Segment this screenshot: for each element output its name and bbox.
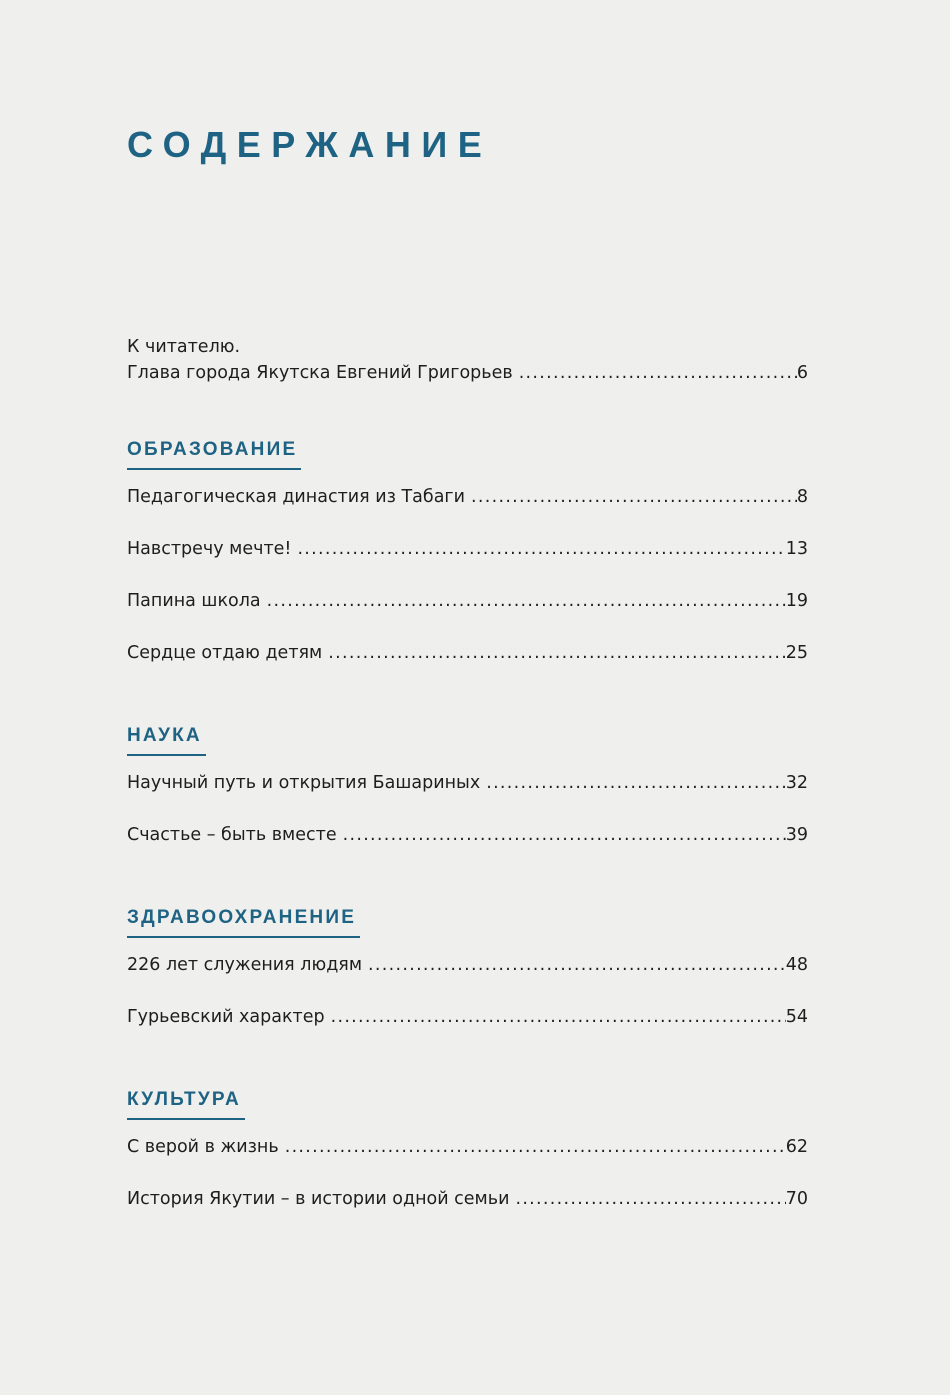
toc-entry[interactable] — [127, 1186, 808, 1212]
page-number: 39 — [785, 825, 808, 845]
toc-entry[interactable] — [127, 536, 808, 562]
page-number: 8 — [796, 487, 808, 507]
dot-leader — [285, 1134, 786, 1160]
entry-title: Гурьевский характер — [127, 1007, 325, 1027]
toc-entry[interactable] — [127, 822, 808, 848]
entry-title: Сердце отдаю детям — [127, 643, 323, 663]
toc-entry[interactable] — [127, 952, 808, 978]
dot-leader — [331, 1004, 786, 1030]
page-number: 6 — [796, 363, 808, 383]
entry-title: Папина школа — [127, 591, 261, 611]
toc-entry[interactable] — [127, 360, 808, 386]
page-number: 19 — [785, 591, 808, 611]
page-number: 48 — [785, 955, 808, 975]
dot-leader — [486, 770, 786, 796]
dot-leader — [515, 1186, 785, 1212]
section-heading: ЗДРАВООХРАНЕНИЕ — [127, 904, 360, 938]
section-healthcare — [127, 904, 808, 1030]
toc-entry[interactable] — [127, 770, 808, 796]
section-heading: НАУКА — [127, 722, 206, 756]
page-number: 62 — [785, 1137, 808, 1157]
toc-entry[interactable] — [127, 640, 808, 666]
entry-title: Научный путь и открытия Башариных — [127, 773, 481, 793]
section-heading: ОБРАЗОВАНИЕ — [127, 436, 301, 470]
entry-title: История Якутии – в истории одной семьи — [127, 1189, 510, 1209]
section-culture — [127, 1086, 808, 1212]
entry-title: Навстречу мечте! — [127, 539, 292, 559]
dot-leader — [368, 952, 786, 978]
entry-title: Глава города Якутска Евгений Григорьев — [127, 363, 513, 383]
page-title: СОДЕРЖАНИЕ — [127, 124, 493, 165]
entry-title: Счастье – быть вместе — [127, 825, 337, 845]
entry-title: С верой в жизнь — [127, 1137, 279, 1157]
dot-leader — [267, 588, 786, 614]
dot-leader — [471, 484, 797, 510]
entry-title: Педагогическая династия из Табаги — [127, 487, 465, 507]
section-heading: КУЛЬТУРА — [127, 1086, 245, 1120]
page-number: 32 — [785, 773, 808, 793]
page-number: 25 — [785, 643, 808, 663]
section-science — [127, 722, 808, 848]
entry-title: 226 лет служения людям — [127, 955, 363, 975]
dot-leader — [297, 536, 785, 562]
dot-leader — [519, 360, 797, 386]
page-number: 13 — [785, 539, 808, 559]
section-education — [127, 436, 808, 666]
toc-entry[interactable] — [127, 1004, 808, 1030]
page-number: 54 — [785, 1007, 808, 1027]
intro-entry[interactable] — [127, 334, 808, 386]
dot-leader — [328, 640, 785, 666]
dot-leader — [343, 822, 786, 848]
intro-line-1: К читателю. — [127, 337, 241, 357]
page-number: 70 — [785, 1189, 808, 1209]
toc-entry[interactable] — [127, 484, 808, 510]
toc-entry[interactable] — [127, 1134, 808, 1160]
toc-entry[interactable] — [127, 588, 808, 614]
